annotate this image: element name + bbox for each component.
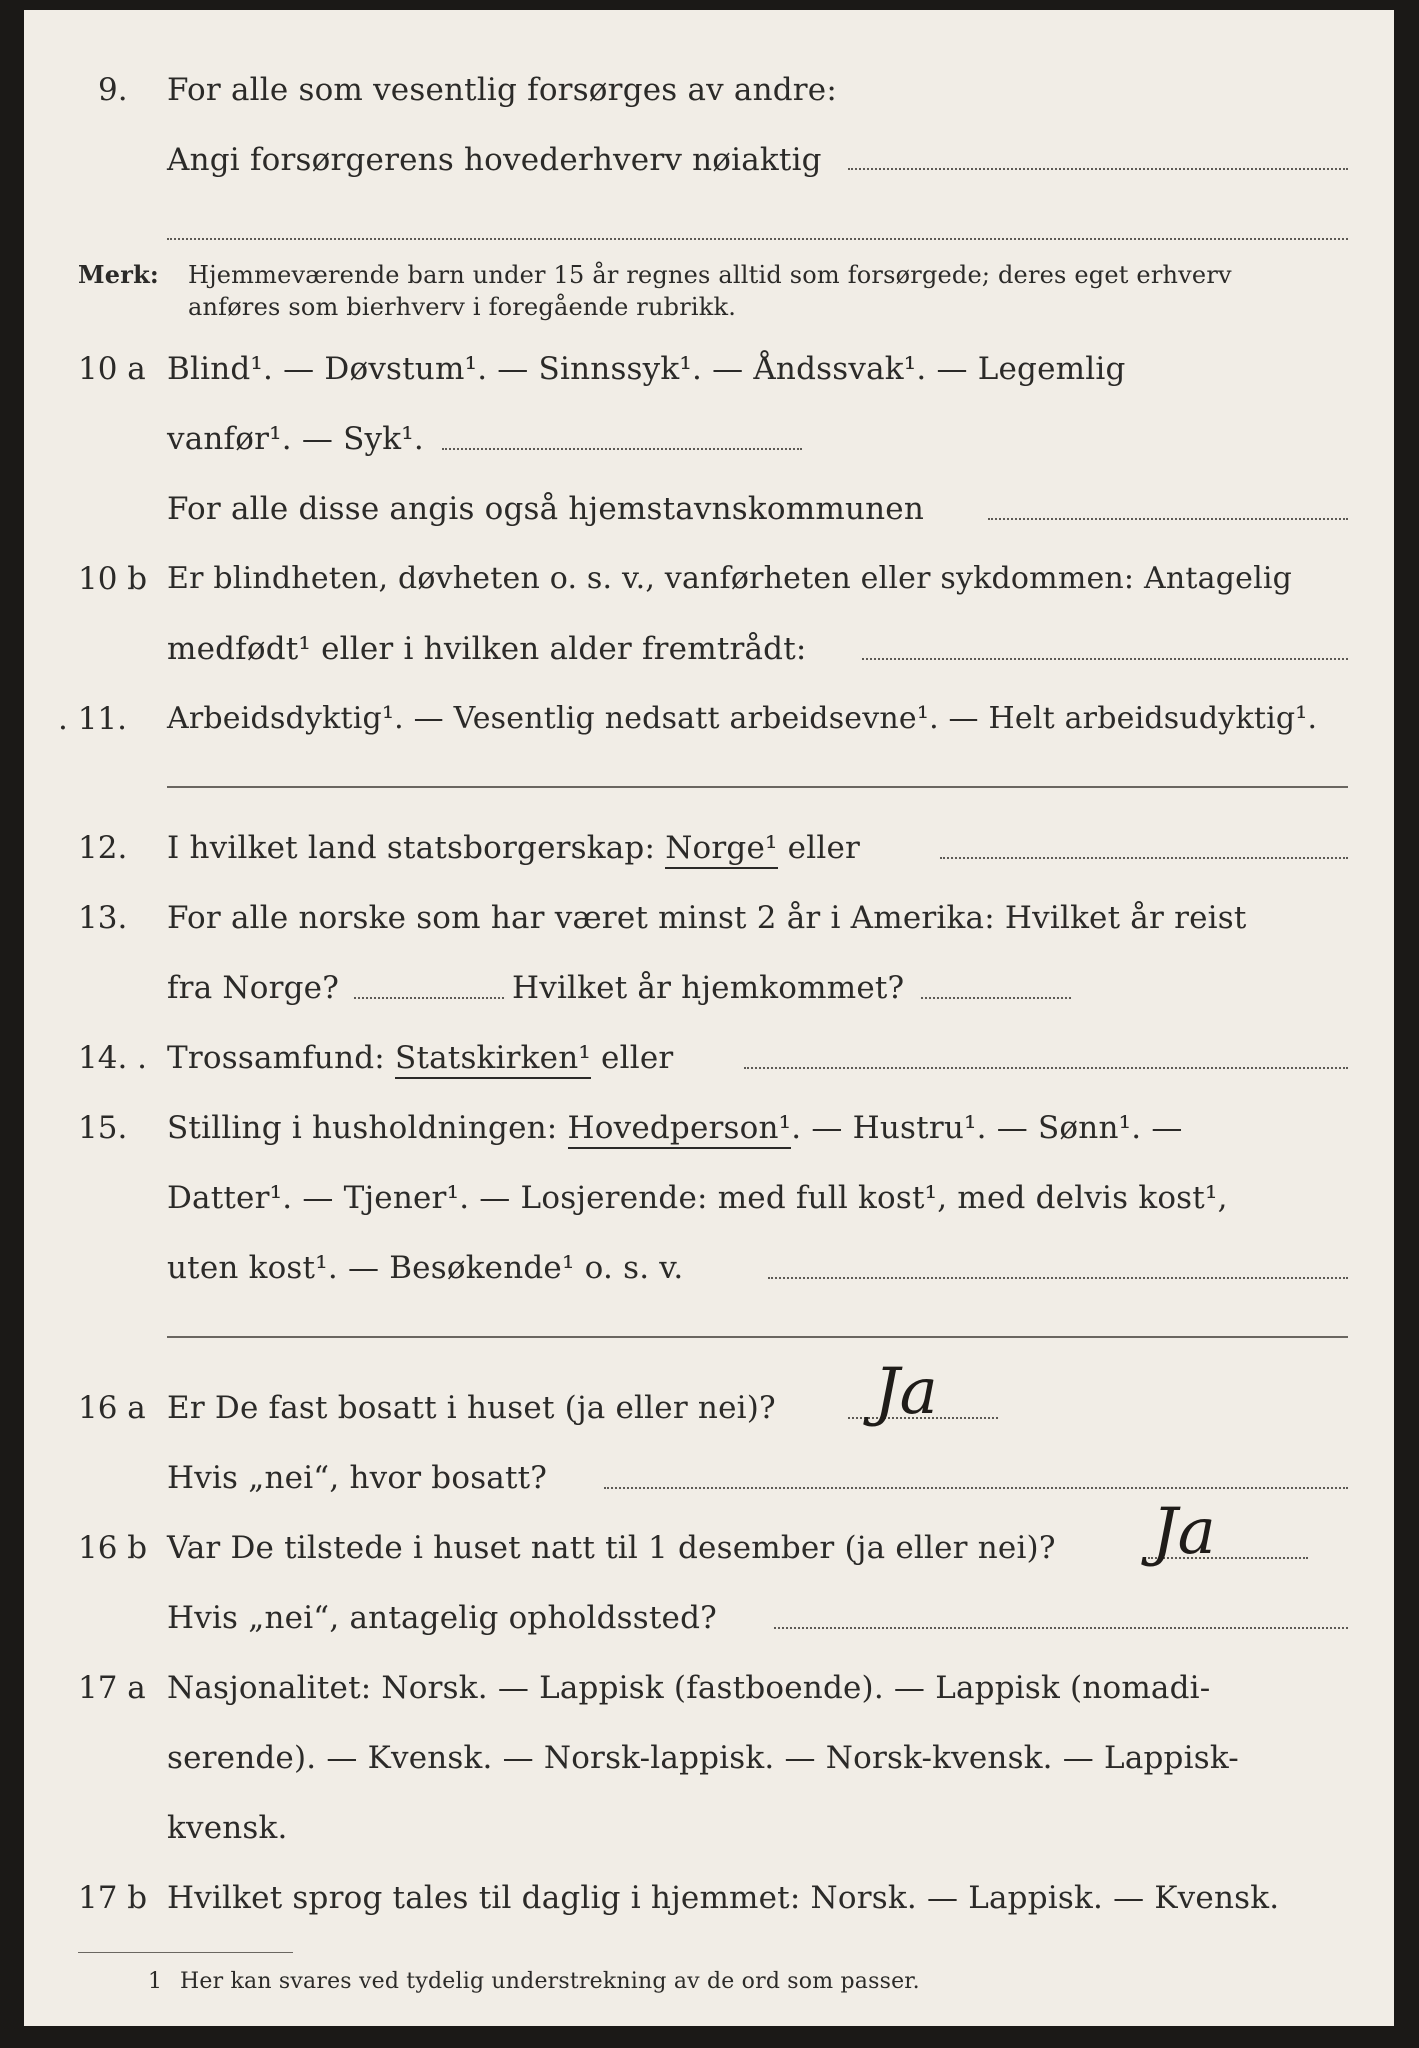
q13-line2a: fra Norge? (167, 970, 340, 1006)
q16b-line1: Var De tilstede i huset natt til 1 desember (ja eller nei)? (167, 1530, 1056, 1566)
q16a-answer-line-2[interactable] (604, 1487, 1348, 1489)
question-number-10b: 10 b (78, 561, 148, 597)
q15-answer-line[interactable] (768, 1277, 1348, 1279)
q10a-line2: vanfør¹. — Syk¹. (167, 421, 424, 457)
footnote-text: Her kan svares ved tydelig understrekning av de ord som passer. (180, 1969, 920, 1994)
q16a-handwritten-answer: Ja (874, 1355, 938, 1429)
q14-post: eller (591, 1040, 674, 1076)
merk-line1: Hjemmeværende barn under 15 år regnes alltid som forsørgede; deres eget erhverv (188, 261, 1232, 289)
q12-post: eller (777, 830, 861, 866)
q10a-line1: Blind¹. — Døvstum¹. — Sinnssyk¹. — Åndssvak¹. — Legemlig (167, 351, 1126, 387)
q15-pre: Stilling i husholdningen: (167, 1110, 568, 1146)
question-number-17a: 17 a (78, 1670, 146, 1706)
q10b-answer-line[interactable] (862, 658, 1348, 660)
q14-underlined-statskirken: Statskirken¹ (395, 1040, 591, 1079)
q10a-answer-line-2[interactable] (988, 518, 1348, 520)
q12-line (167, 828, 860, 868)
q14-line (167, 1038, 673, 1078)
question-number-10a: 10 a (78, 351, 146, 387)
question-number-16a: 16 a (78, 1390, 146, 1426)
footnote-divider (78, 1952, 293, 1953)
question-number-11: . 11. (58, 701, 128, 737)
question-number-14: 14. . (78, 1040, 148, 1076)
footnote-mark: 1 (148, 1969, 163, 1994)
q13-year-returned-line[interactable] (921, 997, 1071, 999)
section-divider-2 (167, 1336, 1348, 1338)
q17b-line1: Hvilket sprog tales til daglig i hjemmet: Norsk. — Lappisk. — Kvensk. (167, 1880, 1280, 1916)
q17a-line3: kvensk. (167, 1810, 288, 1846)
question-number-17b: 17 b (78, 1880, 148, 1916)
merk-label: Merk: (78, 260, 159, 289)
q12-underlined-norge: Norge¹ (665, 830, 777, 869)
q11-line1: Arbeidsdyktig¹. — Vesentlig nedsatt arbeidsevne¹. — Helt arbeidsudyktig¹. (167, 701, 1318, 736)
q15-post: . — Hustru¹. — Sønn¹. — (791, 1110, 1183, 1146)
q16b-answer-line-2[interactable] (774, 1627, 1348, 1629)
question-number-13: 13. (78, 900, 128, 936)
q16b-handwritten-answer: Ja (1152, 1495, 1216, 1569)
q9-answer-line[interactable] (848, 168, 1348, 170)
q15-line1 (167, 1108, 1183, 1148)
q12-pre: I hvilket land statsborgerskap: (167, 830, 666, 866)
q15-line2: Datter¹. — Tjener¹. — Losjerende: med full kost¹, med delvis kost¹, (167, 1180, 1228, 1216)
q16b-line2: Hvis „nei“, antagelig opholdssted? (167, 1600, 717, 1636)
q10b-line1: Er blindheten, døvheten o. s. v., vanførheten eller sykdommen: Antagelig (167, 561, 1293, 596)
q10a-line3: For alle disse angis også hjemstavnskommunen (167, 491, 924, 527)
q10a-answer-line[interactable] (442, 448, 802, 450)
q14-pre: Trossamfund: (167, 1040, 396, 1076)
q15-line3: uten kost¹. — Besøkende¹ o. s. v. (167, 1250, 684, 1286)
question-number-16b: 16 b (78, 1530, 148, 1566)
q17a-line1: Nasjonalitet: Norsk. — Lappisk (fastboende). — Lappisk (nomadi- (167, 1670, 1211, 1706)
q16a-line1: Er De fast bosatt i huset (ja eller nei)? (167, 1390, 776, 1426)
q10b-line2: medfødt¹ eller i hvilken alder fremtrådt: (167, 631, 807, 667)
question-number-12 (78, 828, 127, 868)
q13-line2b: Hvilket år hjemkommet? (512, 970, 905, 1006)
q9-line1: For alle som vesentlig forsørges av andre: (167, 72, 837, 108)
merk-line2: anføres som bierhverv i foregående rubrikk. (188, 293, 737, 321)
q12-answer-line[interactable] (940, 857, 1348, 859)
q13-year-left-line[interactable] (354, 997, 504, 999)
q16a-line2: Hvis „nei“, hvor bosatt? (167, 1460, 548, 1496)
q14-answer-line[interactable] (744, 1067, 1348, 1069)
q15-underlined-hovedperson: Hovedperson¹ (568, 1110, 792, 1149)
census-form-page (24, 10, 1394, 2026)
q12-num: 12. (78, 830, 128, 866)
q13-line1: For alle norske som har været minst 2 år i Amerika: Hvilket år reist (167, 900, 1247, 936)
q9-answer-line-2[interactable] (167, 238, 1348, 240)
section-divider (167, 786, 1348, 788)
question-number-15: 15. (78, 1110, 128, 1146)
q17a-line2: serende). — Kvensk. — Norsk-lappisk. — Norsk-kvensk. — Lappisk- (167, 1740, 1239, 1776)
q9-line2: Angi forsørgerens hovederhverv nøiaktig (167, 142, 822, 178)
question-number-9: 9. (98, 72, 128, 108)
